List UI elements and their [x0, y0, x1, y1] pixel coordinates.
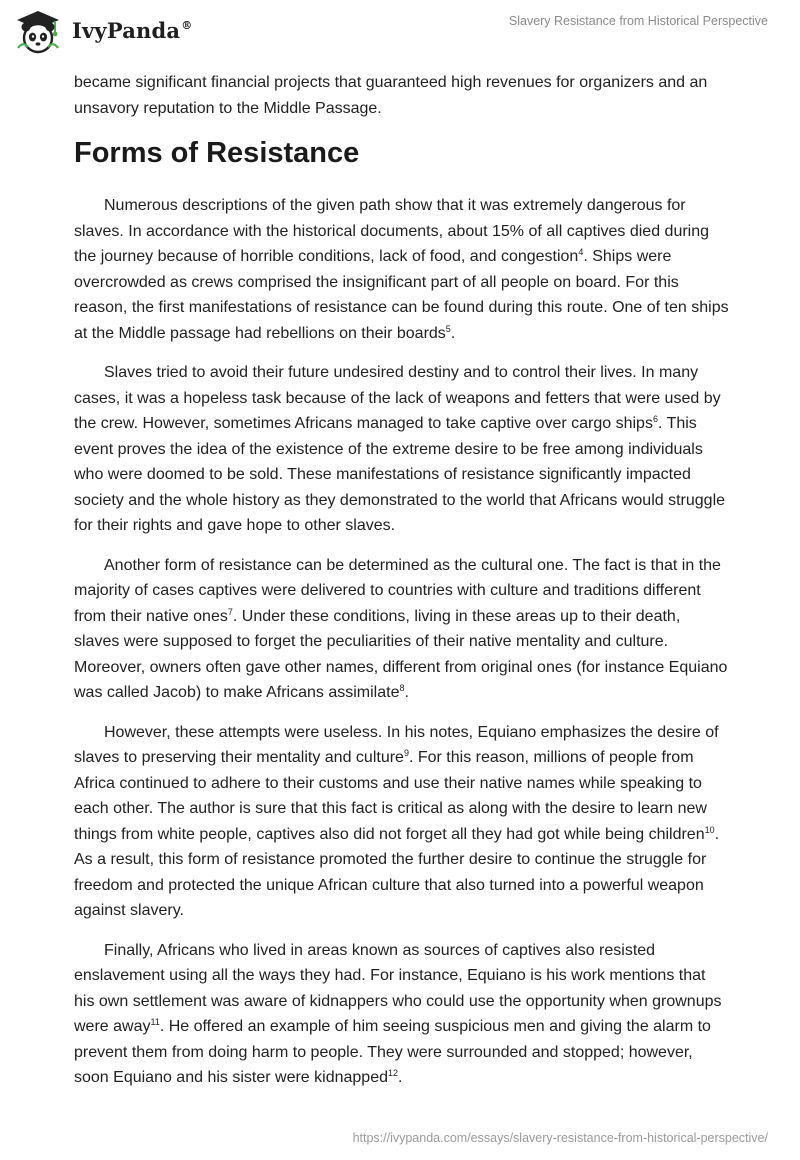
paragraph-3: Another form of resistance can be determined as the cultural one. The fact is that in the majority of cases captives were delivered to countries with culture and traditions different from their native ones$^7$. Under these conditions, living in these areas up to their death, slaves were supposed to forget the peculiarities of their native mentality and culture. Moreover, owners often gave other names, different from original ones (for instance Equiano was called Jacob) to make Africans assimilate$^8$.: [74, 556, 728, 701]
essay-body: [74, 70, 730, 1105]
page-header: [0, 0, 800, 62]
document-title: Slavery Resistance from Historical Perspective: [508, 14, 768, 28]
footnote-ref[interactable]: 10: [704, 824, 715, 835]
footnote-ref[interactable]: 4: [578, 247, 584, 257]
section-heading: Forms of Resistance: [74, 137, 360, 169]
panda-logo-icon[interactable]: [14, 8, 62, 56]
brand-name[interactable]: IvyPanda®: [72, 18, 193, 43]
source-url[interactable]: https://ivypanda.com/essays/slavery-resistance-from-historical-perspective/: [352, 1131, 768, 1145]
footnote-ref[interactable]: 9: [403, 748, 409, 758]
paragraph-2: Slaves tried to avoid their future undesired destiny and to control their lives. In many cases, it was a hopeless task because of the lack of weapons and fetters that were used by the crew. However, sometimes Africans managed to take captive over cargo ships$^6$. This event proves the idea of the existence of the extreme desire to be free among individuals who were doomed to be sold. These manifestations of resistance significantly impacted society and the whole history as they demonstrated to the world that Africans would struggle for their rights and gave hope to other slaves.: [74, 364, 726, 534]
footnote-ref[interactable]: 5: [445, 323, 451, 334]
footnote-ref[interactable]: 8: [399, 683, 405, 693]
paragraph-1: Numerous descriptions of the given path show that it was extremely dangerous for slaves. In accordance with the historical documents, about 15% of all captives died during the journey because of horrible conditions, lack of food, and congestion$^4$. Ships were overcrowded as crews comprised the insignificant part of all people on board. For this reason, the first manifestations of resistance can be found during this route. One of ten ships at the Middle passage had rebellions on their boards$^5$.: [74, 197, 729, 342]
footnote-ref[interactable]: 6: [652, 414, 658, 424]
registered-mark: ®: [181, 19, 193, 32]
footnote-ref[interactable]: 12: [387, 1068, 398, 1078]
footnote-ref[interactable]: 7: [227, 606, 233, 617]
paragraph-4: However, these attempts were useless. In his notes, Equiano emphasizes the desire of slaves to preserving their mentality and culture$^9$. For this reason, millions of people from Africa continued to adhere to their customs and use their native names while speaking to each other. The author is sure that this fact is critical as along with the desire to learn new things from white people, captives also did not forget all they had got while being children$^{10}$. As a result, this form of resistance promoted the further desire to continue the struggle for freedom and protected the unique African culture that also turned into a powerful weapon against slavery.: [74, 723, 720, 919]
lead-paragraph: became significant financial projects that guaranteed high revenues for organizers and an unsavory reputation to the Middle Passage.: [74, 74, 708, 117]
footnote-ref[interactable]: 11: [150, 1017, 160, 1027]
paragraph-5: Finally, Africans who lived in areas known as sources of captives also resisted enslavement using all the ways they had. For instance, Equiano is his work mentions that his own settlement was aware of kidnappers who could use the opportunity when grownups were away$^{11}$. He offered an example of him seeing suspicious men and giving the alarm to prevent them from doing harm to people. They were surrounded and stopped; however, soon Equiano and his sister were kidnapped$^{12}$.: [74, 941, 722, 1086]
